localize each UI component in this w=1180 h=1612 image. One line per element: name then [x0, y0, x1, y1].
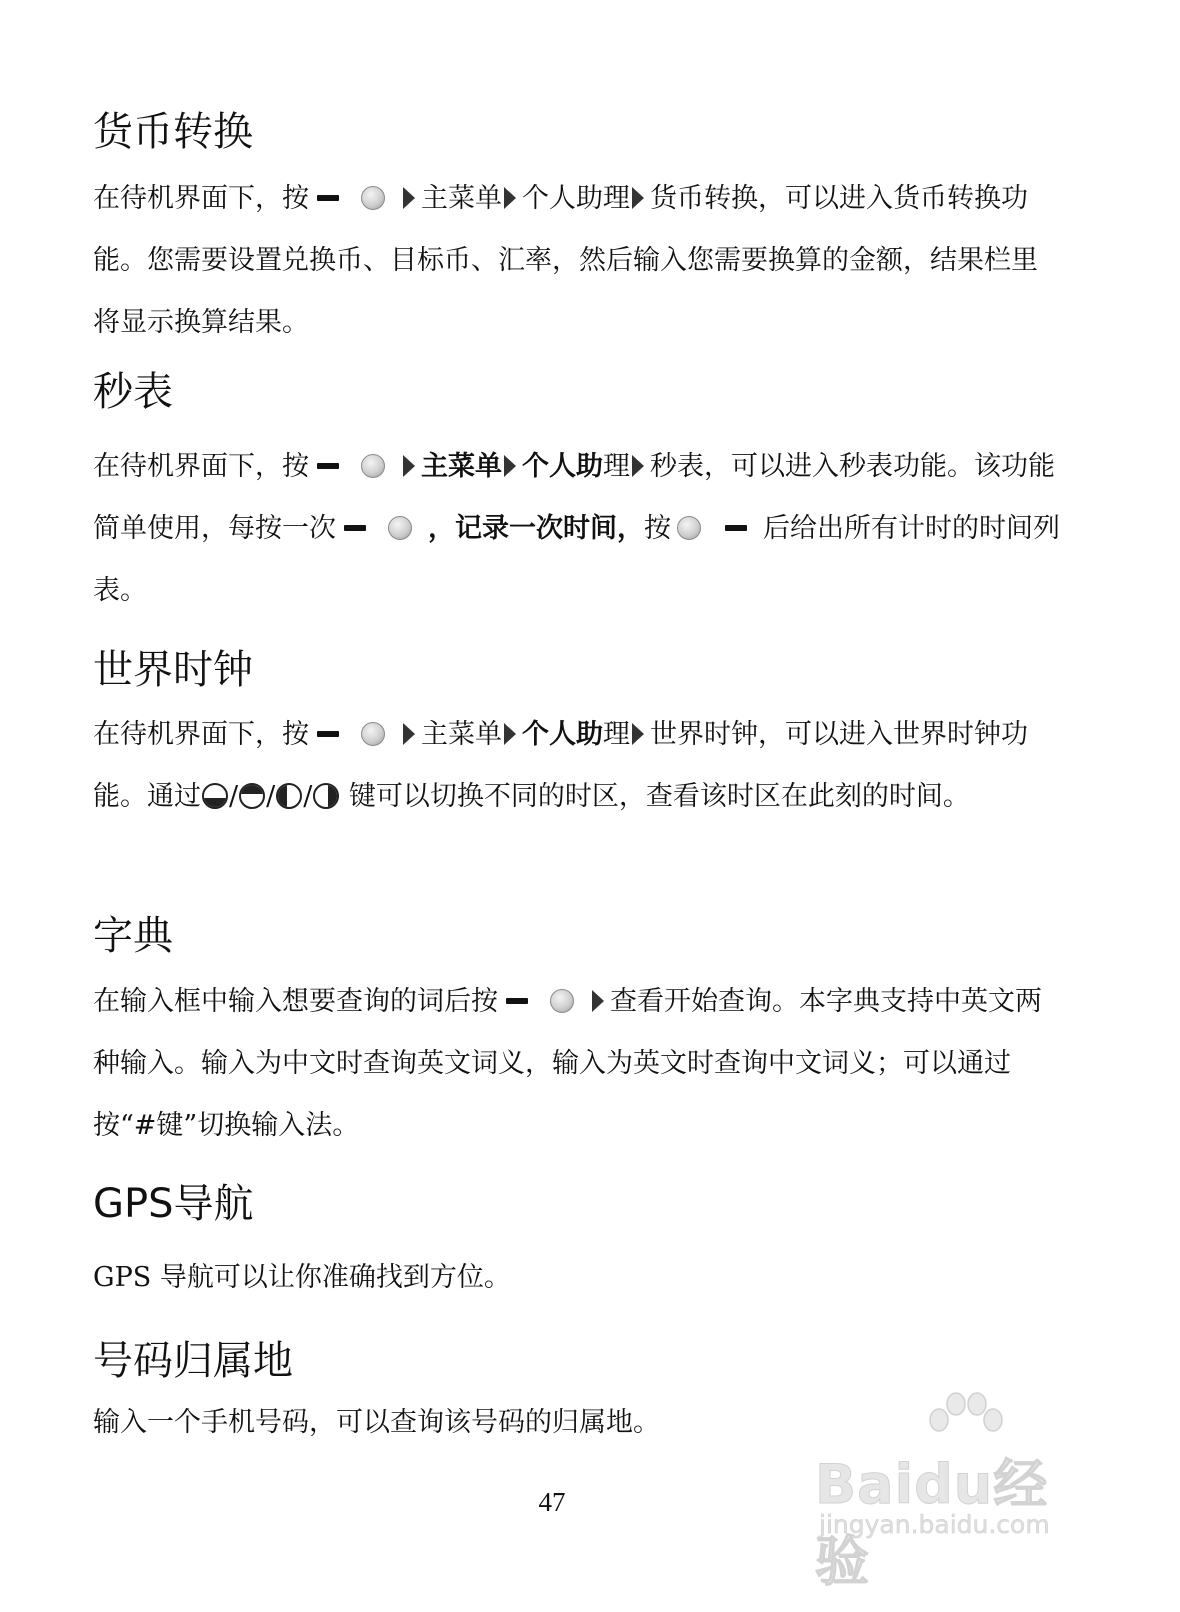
left-softkey-icon [317, 463, 339, 469]
baidu-watermark [815, 1392, 1085, 1593]
heading-stopwatch: 秒表 [93, 369, 173, 415]
center-ok-key-icon [388, 516, 412, 540]
center-ok-key-icon [361, 454, 385, 478]
menu-arrow-icon [504, 187, 516, 209]
paragraph-gps-navigation [93, 1247, 1063, 1309]
center-ok-key-icon [361, 722, 385, 746]
menu-arrow-icon [632, 723, 644, 745]
text-segment: / [303, 781, 313, 812]
nav-right-key-icon [313, 783, 339, 809]
paragraph-stopwatch [93, 436, 1063, 622]
text-segment: 在待机界面下，按 [93, 719, 309, 750]
text-segment: 输入一个手机号码，可以查询该号码的归属地。 [93, 1407, 660, 1438]
nav-up-key-icon [239, 783, 265, 809]
text-segment: 查看开始查询。本字典支持中英文两种输入。输入为中文时查询英文词义，输入为英文时查询中文词义；可以通过按“#键”切换输入法。 [93, 986, 1042, 1141]
text-segment: 在待机界面下，按 [93, 183, 309, 214]
menu-arrow-icon [403, 455, 415, 477]
heading-world-clock: 世界时钟 [93, 647, 253, 693]
watermark-logo-text: Baidu经验 [815, 1453, 1049, 1593]
heading-currency-conversion: 货币转换 [93, 109, 253, 155]
paragraph-currency-conversion [93, 168, 1063, 354]
text-segment: 按 [644, 513, 671, 544]
text-segment: 个人助 [522, 719, 603, 750]
menu-arrow-icon [632, 187, 644, 209]
text-segment: 秒表，可以进入秒表功能。该功能简单使用，每按一次 [93, 451, 1055, 544]
center-ok-key-icon [550, 989, 574, 1013]
left-softkey-icon [506, 998, 528, 1004]
nav-left-key-icon [276, 783, 302, 809]
text-segment: 理 [603, 451, 630, 482]
text-segment: GPS 导航可以让你准确找到方位。 [93, 1262, 511, 1293]
text-segment: ，记录一次时间， [428, 513, 644, 544]
text-segment: / [229, 781, 239, 812]
menu-arrow-icon [403, 723, 415, 745]
center-ok-key-icon [677, 516, 701, 540]
text-segment: 主菜单 [421, 183, 502, 214]
text-segment: 世界时钟，可以进入世界时钟功能。通过 [93, 719, 1028, 812]
menu-arrow-icon [504, 455, 516, 477]
heading-number-location: 号码归属地 [93, 1338, 293, 1384]
menu-arrow-icon [632, 455, 644, 477]
text-segment: 主菜单 [421, 451, 502, 482]
menu-arrow-icon [403, 187, 415, 209]
watermark-url: jingyan.baidu.com [819, 1510, 1050, 1539]
left-softkey-icon [725, 525, 747, 531]
text-segment: 后给出所有计时的时间列表。 [93, 513, 1060, 606]
text-segment: 货币转换，可以进入货币转换功能。您需要设置兑换币、目标币、汇率，然后输入您需要换算的金额，结果栏里将显示换算结果。 [93, 183, 1038, 338]
nav-down-key-icon [202, 783, 228, 809]
paragraph-world-clock [93, 704, 1063, 828]
text-segment: / [266, 781, 276, 812]
text-segment: 个人助理 [522, 183, 630, 214]
left-softkey-icon [317, 731, 339, 737]
left-softkey-icon [344, 525, 366, 531]
text-segment: 主菜单 [421, 719, 502, 750]
paragraph-dictionary [93, 971, 1063, 1157]
heading-dictionary: 字典 [93, 913, 173, 959]
menu-arrow-icon [592, 990, 604, 1012]
heading-gps-navigation: GPS导航 [93, 1181, 254, 1227]
text-segment: 在待机界面下，按 [93, 451, 309, 482]
center-ok-key-icon [361, 186, 385, 210]
left-softkey-icon [317, 195, 339, 201]
text-segment: 个人助 [522, 451, 603, 482]
text-segment: 键可以切换不同的时区，查看该时区在此刻的时间。 [340, 781, 970, 812]
text-segment: 在输入框中输入想要查询的词后按 [93, 986, 498, 1017]
page-number: 47 [538, 1487, 566, 1517]
text-segment: 理 [603, 719, 630, 750]
menu-arrow-icon [504, 723, 516, 745]
